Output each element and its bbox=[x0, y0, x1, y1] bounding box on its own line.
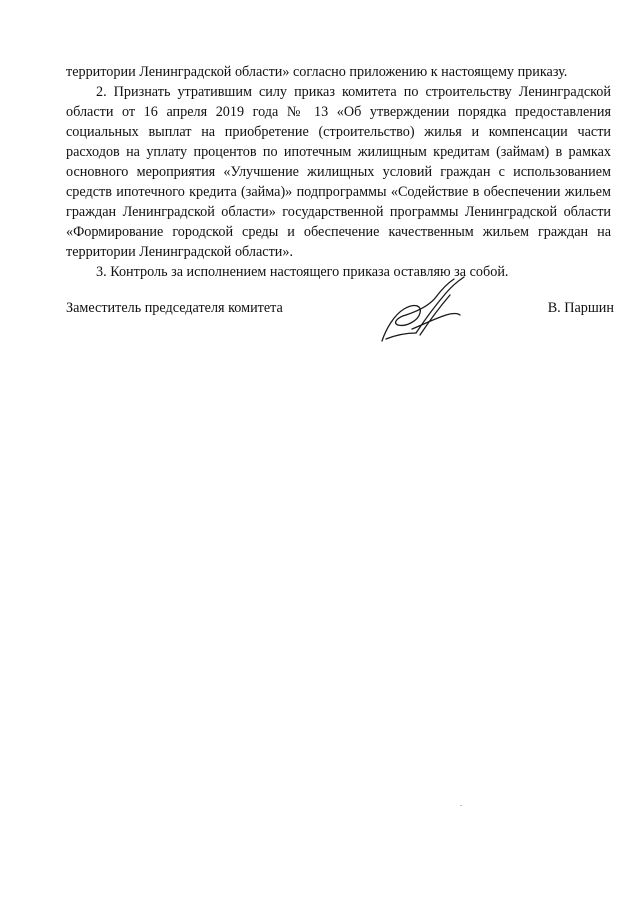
paragraph-continuation: территории Ленинградской области» согласно приложению к настоящему приказу. bbox=[66, 64, 568, 80]
paragraph-item-3: 3. Контроль за исполнением настоящего приказа оставляю за собой. bbox=[96, 264, 509, 280]
scan-speck bbox=[460, 805, 462, 806]
signer-name: В. Паршин bbox=[547, 300, 614, 316]
paragraph-item-2: 2. Признать утратившим силу приказ комитета по строительству Ленинградской области от 16 апреля 2019 года № 13 «Об утверждении порядка предоставления социальных выплат на приобретение (строительство) жилья и компенсации части расходов на уплату процентов по ипотечным жилищным кредитам (займам) в рамках основного мероприятия «Улучшение жилищных условий граждан с использованием средств ипотечного кредита (займа)» подпрограммы «Содействие в обеспечении жильем граждан Ленинградской области» государственной программы Ленинградской области «Формирование городской среды и обеспечение качественным жильем граждан на территории Ленинградской области». bbox=[66, 84, 611, 260]
handwritten-signature-icon bbox=[376, 275, 472, 347]
signer-title: Заместитель председателя комитета bbox=[66, 300, 283, 316]
signature-block bbox=[66, 298, 614, 322]
document-body bbox=[66, 62, 611, 282]
